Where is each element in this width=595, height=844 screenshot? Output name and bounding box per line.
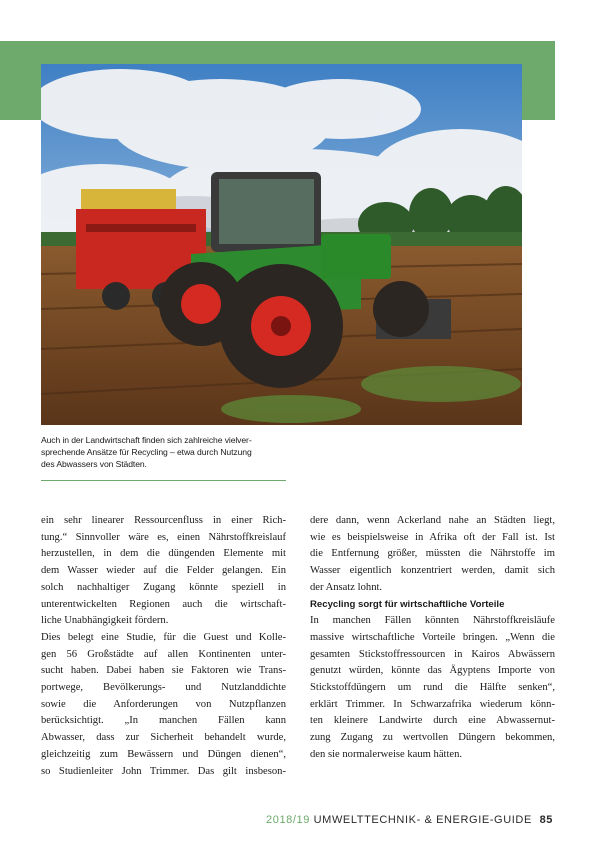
text-line: sucht haben. Dabei haben sie Faktoren wie Trans- [41, 665, 286, 677]
caption-line: des Abwassers von Städten. [41, 459, 147, 469]
text-line: ten kleinere Landwirte durch eine Abwassernut- [310, 715, 555, 727]
text-line: dem Wasser wieder auf die Felder gelangen. Ein [41, 565, 286, 577]
paragraph [41, 630, 286, 780]
text-line: In manchen Fällen könnten Nährstoffkreisläufe [310, 615, 555, 627]
text-line: den sie normalerweise kaum hätten. [310, 748, 463, 760]
caption-divider [41, 480, 286, 481]
text-line: Dies belegt eine Studie, für die Guest und Kolle- [41, 631, 286, 643]
paragraph [310, 513, 555, 597]
text-line: solch nachhaltiger Zugang könnte speziell in [41, 581, 286, 593]
caption-line: Auch in der Landwirtschaft finden sich zahlreiche vielver- [41, 435, 252, 445]
text-line: unterentwickelten Regionen auch die wirtschaft- [41, 598, 286, 610]
right-text-column [310, 513, 555, 764]
text-line: Wasser eigentlich konzentriert werden, damit sich [310, 565, 555, 577]
text-line: gesamten Stickstoffressourcen in Kairos Abwässern [310, 648, 555, 660]
text-line: wie es beispielsweise in Afrika oft der Fall ist. Ist [310, 531, 555, 543]
caption-line: sprechende Ansätze für Recycling – etwa durch Nutzung [41, 447, 252, 457]
text-line: die Entfernung größer, müssten die Nährstoffe im [310, 548, 555, 560]
text-line: liche Unabhängigkeit fördern. [41, 615, 169, 627]
text-line: massive wirtschaftliche Vorteile bringen. „Wenn die [310, 631, 555, 643]
photo-caption [41, 434, 286, 470]
text-line: berücksichtigt. „In manchen Fällen kann [41, 715, 286, 727]
text-line: der Ansatz lohnt. [310, 581, 383, 593]
tractor-photo [41, 64, 522, 425]
text-line: gleichzeitig zum Bewässern und Düngen dienen“, [41, 748, 286, 760]
text-line: dere dann, wenn Ackerland nahe an Städten liegt, [310, 515, 555, 526]
text-line: Stickstoffdüngern um rund die Hälfte senken“, [310, 682, 555, 694]
text-line: sowie die Anforderungen von Nutzpflanzen [41, 698, 286, 710]
text-line: zung Zugang zu wertvollen Düngern bekommen, [310, 732, 555, 744]
text-line: so Studienleiter John Trimmer. Das gilt insbeson- [41, 765, 286, 777]
text-line: herzustellen, in dem die düngenden Elemente mit [41, 548, 286, 560]
text-line: gen 56 Großstädte auf allen Kontinenten unter- [41, 648, 286, 660]
text-line: ein sehr linearer Ressourcenfluss in einer Rich- [41, 515, 286, 526]
paragraph [310, 613, 555, 763]
text-line: tung.“ Sinnvoller wäre es, einen Nährstoffkreislauf [41, 531, 286, 543]
footer-guide-title: UMWELTTECHNIK- & ENERGIE-GUIDE [313, 814, 532, 826]
paragraph [41, 513, 286, 630]
text-line: genutzt würden, könnte das Ägyptens Importe von [310, 665, 555, 677]
text-line: erklärt Trimmer. In Schwarzafrika wiederum könn- [310, 698, 555, 710]
section-subheading: Recycling sorgt für wirtschaftliche Vorteile [310, 598, 505, 610]
page-footer [266, 814, 553, 826]
text-line: Abwasser, dass zur Sicherheit behandelt wurde, [41, 732, 286, 744]
left-text-column [41, 513, 286, 780]
text-line: portwege, Bevölkerungs- und Nutzlanddichte [41, 682, 286, 694]
footer-year: 2018/19 [266, 814, 310, 826]
page-number: 85 [539, 814, 553, 826]
